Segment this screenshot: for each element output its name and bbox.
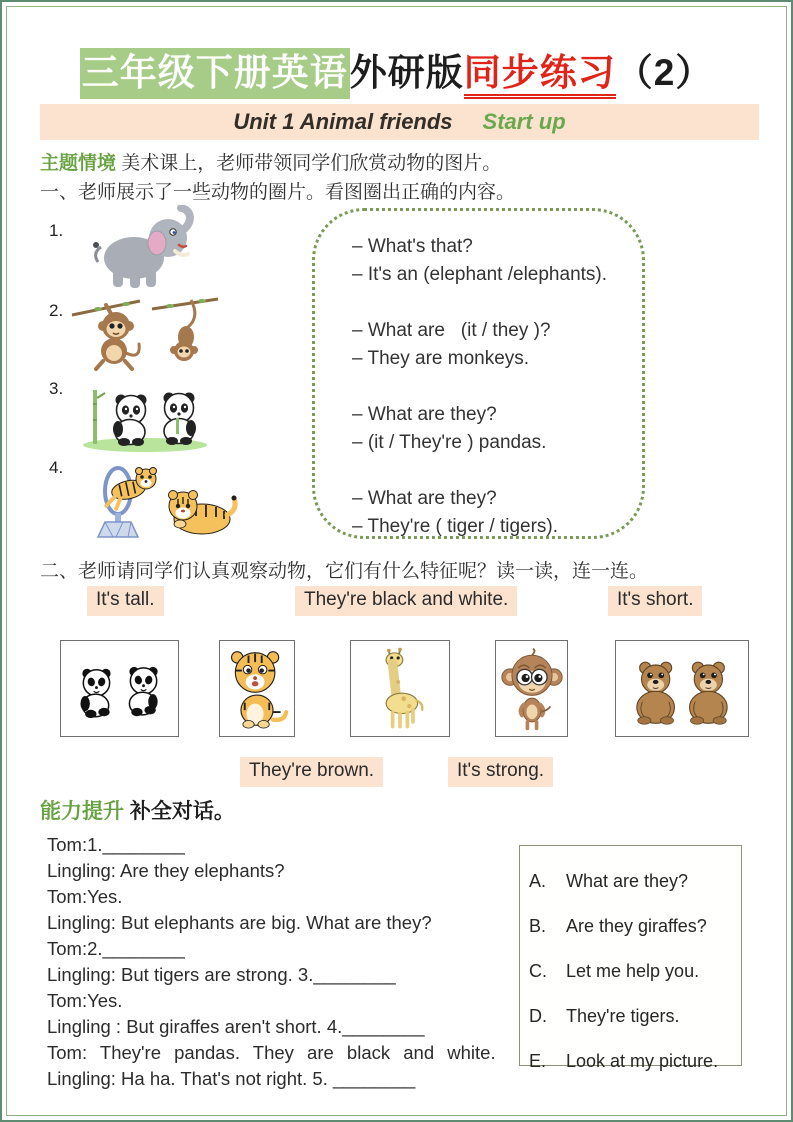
unit-start-up-tag: Start up bbox=[482, 109, 566, 134]
monkey-picture[interactable] bbox=[495, 640, 568, 737]
dialog-answer-choice[interactable]: – They're ( tiger / tigers). bbox=[352, 516, 559, 537]
dialog-question: – What are they? bbox=[352, 404, 497, 425]
dialog-line-blank-2[interactable]: Tom:2.________ bbox=[47, 938, 185, 959]
phrase-black-and-white[interactable]: They're black and white. bbox=[295, 586, 517, 616]
option-e[interactable] bbox=[529, 1051, 741, 1072]
option-text: Are they giraffes? bbox=[566, 916, 707, 936]
intro-line bbox=[40, 148, 501, 175]
dialog-group-1 bbox=[352, 233, 632, 289]
phrase-theyre-brown[interactable]: They're brown. bbox=[240, 757, 383, 787]
dialog-question: – What's that? bbox=[352, 236, 473, 257]
dialog-question-choice[interactable]: – What are (it / they )? bbox=[352, 320, 551, 341]
option-letter: D. bbox=[529, 1006, 547, 1026]
section1-heading: 一、老师展示了一些动物的圈片。看图圈出正确的内容。 bbox=[40, 182, 516, 203]
title-number: （2） bbox=[615, 52, 714, 93]
bears-picture[interactable] bbox=[615, 640, 749, 737]
phrase-its-short[interactable]: It's short. bbox=[608, 586, 702, 616]
option-b[interactable] bbox=[529, 916, 741, 937]
section3-heading bbox=[40, 795, 235, 825]
unit-title: Unit 1 Animal friends bbox=[233, 109, 453, 134]
option-text: They're tigers. bbox=[566, 1006, 680, 1026]
option-a[interactable] bbox=[529, 871, 741, 892]
complete-dialog-exercise bbox=[47, 832, 517, 1092]
phrase-its-strong[interactable]: It's strong. bbox=[448, 757, 553, 787]
tigers-image bbox=[80, 457, 240, 542]
unit-header-bar bbox=[40, 104, 759, 140]
option-c[interactable] bbox=[529, 961, 741, 982]
option-text: Look at my picture. bbox=[566, 1051, 719, 1071]
page-title bbox=[2, 42, 791, 96]
dialog-question: – What are they? bbox=[352, 488, 497, 509]
option-letter: C. bbox=[529, 961, 547, 981]
dialog-group-2 bbox=[352, 317, 632, 373]
option-letter: B. bbox=[529, 916, 547, 936]
intro-tag: 主题情境 bbox=[40, 153, 117, 174]
circle-the-answer-dialog-box bbox=[312, 208, 645, 539]
item-number-1: 1. bbox=[49, 221, 64, 240]
phrase-its-tall[interactable]: It's tall. bbox=[87, 586, 164, 616]
dialog-line: Tom:Yes. bbox=[47, 886, 123, 907]
dialog-answer: – They are monkeys. bbox=[352, 348, 530, 369]
pandas-picture[interactable] bbox=[60, 640, 179, 737]
dialog-line-blank-3[interactable]: Lingling: But tigers are strong. 3.________ bbox=[47, 964, 396, 985]
dialog-line-blank-5[interactable]: Lingling: Ha ha. That's not right. 5. ________ bbox=[47, 1068, 416, 1089]
elephant-image bbox=[87, 205, 195, 290]
dialog-line: Lingling: But elephants are big. What are they? bbox=[47, 912, 432, 933]
dialog-group-4 bbox=[352, 485, 632, 541]
intro-text: 美术课上，老师带领同学们欣赏动物的图片。 bbox=[121, 153, 502, 174]
item-number-2: 2. bbox=[49, 301, 64, 320]
option-text: Let me help you. bbox=[566, 961, 700, 981]
title-edition: 外研版 bbox=[349, 52, 464, 93]
answer-options-box bbox=[519, 845, 742, 1071]
dialog-answer-choice[interactable]: – (it / They're ) pandas. bbox=[352, 432, 547, 453]
dialog-line: Tom:Yes. bbox=[47, 990, 123, 1011]
option-text: What are they? bbox=[566, 871, 689, 891]
title-practice: 同步练习 bbox=[464, 52, 616, 99]
tiger-picture[interactable] bbox=[219, 640, 295, 737]
giraffe-picture[interactable] bbox=[350, 640, 450, 737]
section2-heading: 二、老师请同学们认真观察动物，它们有什么特征呢？读一读，连一连。 bbox=[40, 561, 649, 582]
option-letter: E. bbox=[529, 1051, 547, 1071]
monkeys-image bbox=[70, 295, 220, 373]
option-d[interactable] bbox=[529, 1006, 741, 1027]
pandas-image bbox=[77, 374, 217, 454]
dialog-answer-choice[interactable]: – It's an (elephant /elephants). bbox=[352, 264, 608, 285]
dialog-line-blank-4[interactable]: Lingling : But giraffes aren't short. 4.________ bbox=[47, 1016, 425, 1037]
dialog-line-blank-1[interactable]: Tom:1.________ bbox=[47, 834, 185, 855]
dialog-line: Lingling: Are they elephants? bbox=[47, 860, 285, 881]
item-number-3: 3. bbox=[49, 379, 64, 398]
dialog-group-3 bbox=[352, 401, 632, 457]
option-letter: A. bbox=[529, 871, 547, 891]
section3-subtitle: 补全对话。 bbox=[129, 800, 235, 823]
item-number-4: 4. bbox=[49, 458, 64, 477]
section3-tag: 能力提升 bbox=[40, 800, 124, 823]
title-grade-highlight: 三年级下册英语 bbox=[80, 48, 350, 99]
dialog-line: Tom: They're pandas. They are black and white. bbox=[47, 1042, 496, 1063]
